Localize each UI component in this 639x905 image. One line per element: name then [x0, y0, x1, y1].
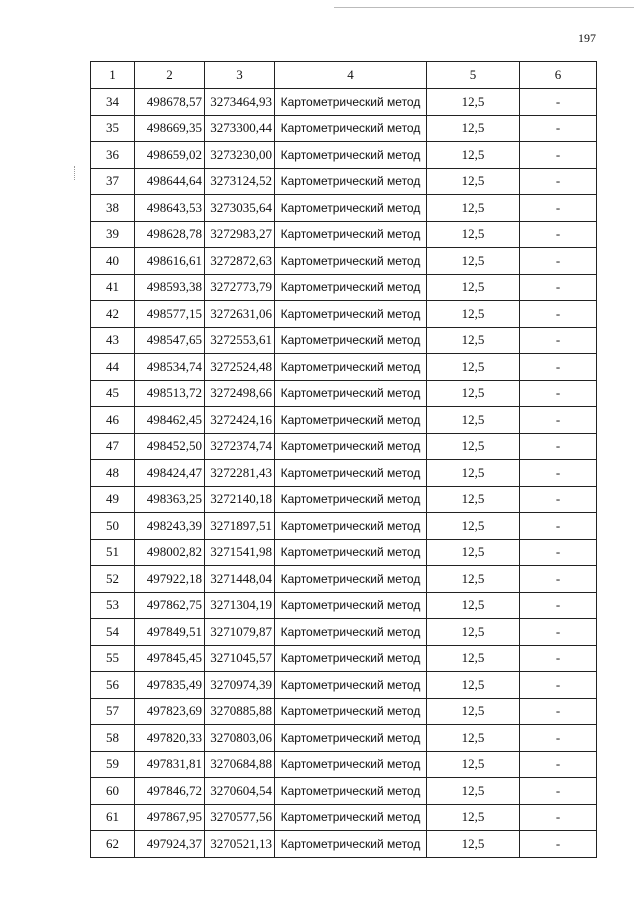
table-row: [91, 566, 597, 593]
note-cell: -: [520, 778, 597, 805]
point-number-cell: 51: [91, 539, 135, 566]
table-row: [91, 725, 597, 752]
accuracy-cell: 12,5: [427, 433, 520, 460]
column-header: 4: [275, 62, 427, 89]
method-cell: Картометрический метод: [275, 354, 427, 381]
column-header: 6: [520, 62, 597, 89]
table-row: [91, 115, 597, 142]
y-coordinate-cell: 3271045,57: [205, 645, 275, 672]
y-coordinate-cell: 3272553,61: [205, 327, 275, 354]
point-number-cell: 44: [91, 354, 135, 381]
x-coordinate-cell: 497820,33: [135, 725, 205, 752]
note-cell: -: [520, 592, 597, 619]
y-coordinate-cell: 3272773,79: [205, 274, 275, 301]
point-number-cell: 54: [91, 619, 135, 646]
coordinates-table: [90, 61, 597, 858]
point-number-cell: 50: [91, 513, 135, 540]
method-cell: Картометрический метод: [275, 566, 427, 593]
table-row: [91, 433, 597, 460]
note-cell: -: [520, 672, 597, 699]
point-number-cell: 58: [91, 725, 135, 752]
method-cell: Картометрический метод: [275, 486, 427, 513]
x-coordinate-cell: 497862,75: [135, 592, 205, 619]
note-cell: -: [520, 698, 597, 725]
y-coordinate-cell: 3272872,63: [205, 248, 275, 275]
point-number-cell: 56: [91, 672, 135, 699]
method-cell: Картометрический метод: [275, 221, 427, 248]
point-number-cell: 55: [91, 645, 135, 672]
x-coordinate-cell: 498363,25: [135, 486, 205, 513]
x-coordinate-cell: 498462,45: [135, 407, 205, 434]
table-row: [91, 248, 597, 275]
point-number-cell: 53: [91, 592, 135, 619]
x-coordinate-cell: 498678,57: [135, 89, 205, 116]
y-coordinate-cell: 3272631,06: [205, 301, 275, 328]
note-cell: -: [520, 645, 597, 672]
accuracy-cell: 12,5: [427, 89, 520, 116]
y-coordinate-cell: 3270684,88: [205, 751, 275, 778]
point-number-cell: 35: [91, 115, 135, 142]
point-number-cell: 46: [91, 407, 135, 434]
note-cell: -: [520, 725, 597, 752]
method-cell: Картометрический метод: [275, 513, 427, 540]
x-coordinate-cell: 498669,35: [135, 115, 205, 142]
x-coordinate-cell: 498452,50: [135, 433, 205, 460]
table-row: [91, 513, 597, 540]
note-cell: -: [520, 195, 597, 222]
method-cell: Картометрический метод: [275, 433, 427, 460]
method-cell: Картометрический метод: [275, 831, 427, 858]
method-cell: Картометрический метод: [275, 301, 427, 328]
table-row: [91, 486, 597, 513]
y-coordinate-cell: 3271897,51: [205, 513, 275, 540]
accuracy-cell: 12,5: [427, 592, 520, 619]
method-cell: Картометрический метод: [275, 698, 427, 725]
note-cell: -: [520, 513, 597, 540]
x-coordinate-cell: 498424,47: [135, 460, 205, 487]
y-coordinate-cell: 3273230,00: [205, 142, 275, 169]
table-row: [91, 354, 597, 381]
x-coordinate-cell: 498628,78: [135, 221, 205, 248]
note-cell: -: [520, 380, 597, 407]
method-cell: Картометрический метод: [275, 725, 427, 752]
accuracy-cell: 12,5: [427, 619, 520, 646]
point-number-cell: 42: [91, 301, 135, 328]
point-number-cell: 38: [91, 195, 135, 222]
x-coordinate-cell: 497922,18: [135, 566, 205, 593]
x-coordinate-cell: 497867,95: [135, 804, 205, 831]
note-cell: -: [520, 751, 597, 778]
y-coordinate-cell: 3273035,64: [205, 195, 275, 222]
table-body: [91, 89, 597, 858]
point-number-cell: 60: [91, 778, 135, 805]
y-coordinate-cell: 3272983,27: [205, 221, 275, 248]
accuracy-cell: 12,5: [427, 195, 520, 222]
accuracy-cell: 12,5: [427, 804, 520, 831]
x-coordinate-cell: 497846,72: [135, 778, 205, 805]
x-coordinate-cell: 498243,39: [135, 513, 205, 540]
y-coordinate-cell: 3271304,19: [205, 592, 275, 619]
point-number-cell: 57: [91, 698, 135, 725]
y-coordinate-cell: 3271448,04: [205, 566, 275, 593]
table-row: [91, 168, 597, 195]
y-coordinate-cell: 3271079,87: [205, 619, 275, 646]
note-cell: -: [520, 168, 597, 195]
method-cell: Картометрический метод: [275, 168, 427, 195]
page-number: 197: [578, 31, 596, 45]
x-coordinate-cell: 498659,02: [135, 142, 205, 169]
column-header: 1: [91, 62, 135, 89]
accuracy-cell: 12,5: [427, 539, 520, 566]
x-coordinate-cell: 497831,81: [135, 751, 205, 778]
point-number-cell: 37: [91, 168, 135, 195]
y-coordinate-cell: 3270974,39: [205, 672, 275, 699]
accuracy-cell: 12,5: [427, 248, 520, 275]
table-row: [91, 195, 597, 222]
x-coordinate-cell: 498593,38: [135, 274, 205, 301]
note-cell: -: [520, 274, 597, 301]
accuracy-cell: 12,5: [427, 221, 520, 248]
table-row: [91, 327, 597, 354]
table-row: [91, 460, 597, 487]
table-row: [91, 274, 597, 301]
scan-margin-mark: [74, 166, 77, 180]
accuracy-cell: 12,5: [427, 831, 520, 858]
table-row: [91, 804, 597, 831]
column-header: 2: [135, 62, 205, 89]
method-cell: Картометрический метод: [275, 539, 427, 566]
accuracy-cell: 12,5: [427, 751, 520, 778]
note-cell: -: [520, 486, 597, 513]
method-cell: Картометрический метод: [275, 248, 427, 275]
table-row: [91, 301, 597, 328]
table-row: [91, 698, 597, 725]
accuracy-cell: 12,5: [427, 354, 520, 381]
x-coordinate-cell: 498577,15: [135, 301, 205, 328]
table-row: [91, 407, 597, 434]
x-coordinate-cell: 498643,53: [135, 195, 205, 222]
accuracy-cell: 12,5: [427, 407, 520, 434]
method-cell: Картометрический метод: [275, 327, 427, 354]
x-coordinate-cell: 497835,49: [135, 672, 205, 699]
note-cell: -: [520, 142, 597, 169]
table-row: [91, 778, 597, 805]
accuracy-cell: 12,5: [427, 142, 520, 169]
point-number-cell: 48: [91, 460, 135, 487]
y-coordinate-cell: 3272140,18: [205, 486, 275, 513]
table-row: [91, 831, 597, 858]
y-coordinate-cell: 3271541,98: [205, 539, 275, 566]
accuracy-cell: 12,5: [427, 645, 520, 672]
y-coordinate-cell: 3270577,56: [205, 804, 275, 831]
method-cell: Картометрический метод: [275, 592, 427, 619]
y-coordinate-cell: 3273300,44: [205, 115, 275, 142]
point-number-cell: 34: [91, 89, 135, 116]
point-number-cell: 47: [91, 433, 135, 460]
method-cell: Картометрический метод: [275, 778, 427, 805]
accuracy-cell: 12,5: [427, 672, 520, 699]
y-coordinate-cell: 3272524,48: [205, 354, 275, 381]
y-coordinate-cell: 3270604,54: [205, 778, 275, 805]
method-cell: Картометрический метод: [275, 274, 427, 301]
y-coordinate-cell: 3272374,74: [205, 433, 275, 460]
note-cell: -: [520, 89, 597, 116]
table-row: [91, 645, 597, 672]
method-cell: Картометрический метод: [275, 407, 427, 434]
accuracy-cell: 12,5: [427, 380, 520, 407]
note-cell: -: [520, 115, 597, 142]
note-cell: -: [520, 221, 597, 248]
note-cell: -: [520, 831, 597, 858]
point-number-cell: 43: [91, 327, 135, 354]
accuracy-cell: 12,5: [427, 327, 520, 354]
accuracy-cell: 12,5: [427, 168, 520, 195]
x-coordinate-cell: 498616,61: [135, 248, 205, 275]
table-row: [91, 380, 597, 407]
column-header: 3: [205, 62, 275, 89]
method-cell: Картометрический метод: [275, 672, 427, 699]
accuracy-cell: 12,5: [427, 486, 520, 513]
note-cell: -: [520, 460, 597, 487]
table-row: [91, 89, 597, 116]
table-row: [91, 619, 597, 646]
y-coordinate-cell: 3270803,06: [205, 725, 275, 752]
table-row: [91, 539, 597, 566]
table-row: [91, 142, 597, 169]
accuracy-cell: 12,5: [427, 698, 520, 725]
point-number-cell: 61: [91, 804, 135, 831]
x-coordinate-cell: 497924,37: [135, 831, 205, 858]
note-cell: -: [520, 433, 597, 460]
point-number-cell: 59: [91, 751, 135, 778]
accuracy-cell: 12,5: [427, 460, 520, 487]
point-number-cell: 36: [91, 142, 135, 169]
y-coordinate-cell: 3272281,43: [205, 460, 275, 487]
x-coordinate-cell: 498002,82: [135, 539, 205, 566]
note-cell: -: [520, 804, 597, 831]
accuracy-cell: 12,5: [427, 725, 520, 752]
method-cell: Картометрический метод: [275, 115, 427, 142]
x-coordinate-cell: 497823,69: [135, 698, 205, 725]
table-row: [91, 672, 597, 699]
x-coordinate-cell: 497849,51: [135, 619, 205, 646]
y-coordinate-cell: 3270521,13: [205, 831, 275, 858]
note-cell: -: [520, 566, 597, 593]
method-cell: Картометрический метод: [275, 804, 427, 831]
method-cell: Картометрический метод: [275, 195, 427, 222]
note-cell: -: [520, 539, 597, 566]
method-cell: Картометрический метод: [275, 460, 427, 487]
note-cell: -: [520, 301, 597, 328]
y-coordinate-cell: 3273124,52: [205, 168, 275, 195]
x-coordinate-cell: 498513,72: [135, 380, 205, 407]
method-cell: Картометрический метод: [275, 380, 427, 407]
method-cell: Картометрический метод: [275, 619, 427, 646]
accuracy-cell: 12,5: [427, 274, 520, 301]
accuracy-cell: 12,5: [427, 513, 520, 540]
accuracy-cell: 12,5: [427, 778, 520, 805]
note-cell: -: [520, 327, 597, 354]
x-coordinate-cell: 497845,45: [135, 645, 205, 672]
point-number-cell: 49: [91, 486, 135, 513]
point-number-cell: 52: [91, 566, 135, 593]
point-number-cell: 41: [91, 274, 135, 301]
method-cell: Картометрический метод: [275, 751, 427, 778]
x-coordinate-cell: 498547,65: [135, 327, 205, 354]
x-coordinate-cell: 498644,64: [135, 168, 205, 195]
accuracy-cell: 12,5: [427, 301, 520, 328]
y-coordinate-cell: 3272498,66: [205, 380, 275, 407]
method-cell: Картометрический метод: [275, 89, 427, 116]
scan-edge-line: [334, 7, 634, 8]
accuracy-cell: 12,5: [427, 115, 520, 142]
table-row: [91, 751, 597, 778]
column-header: 5: [427, 62, 520, 89]
note-cell: -: [520, 354, 597, 381]
accuracy-cell: 12,5: [427, 566, 520, 593]
table-row: [91, 221, 597, 248]
table-row: [91, 592, 597, 619]
method-cell: Картометрический метод: [275, 645, 427, 672]
x-coordinate-cell: 498534,74: [135, 354, 205, 381]
table-header-row: [91, 62, 597, 89]
note-cell: -: [520, 407, 597, 434]
y-coordinate-cell: 3272424,16: [205, 407, 275, 434]
note-cell: -: [520, 619, 597, 646]
point-number-cell: 39: [91, 221, 135, 248]
point-number-cell: 45: [91, 380, 135, 407]
point-number-cell: 62: [91, 831, 135, 858]
point-number-cell: 40: [91, 248, 135, 275]
y-coordinate-cell: 3273464,93: [205, 89, 275, 116]
note-cell: -: [520, 248, 597, 275]
y-coordinate-cell: 3270885,88: [205, 698, 275, 725]
method-cell: Картометрический метод: [275, 142, 427, 169]
